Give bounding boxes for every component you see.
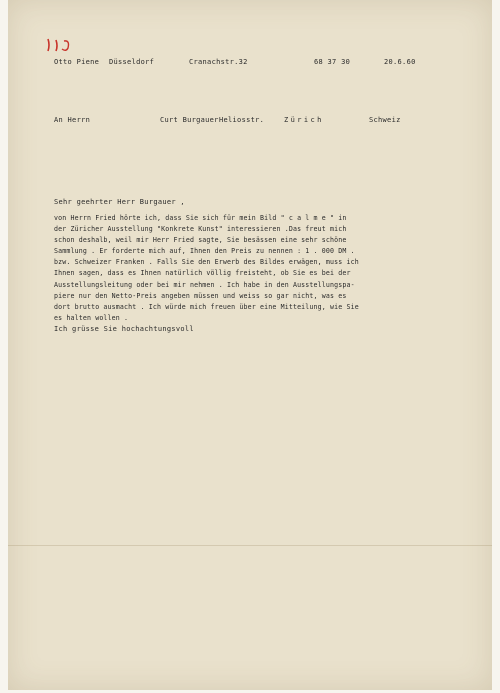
letter-date: 20.6.60 — [384, 58, 416, 66]
body-line: Sammlung . Er forderte mich auf, Ihnen den Preis zu nennen : 1 . 000 DM . — [54, 247, 355, 256]
letter-page — [8, 0, 492, 690]
body-line: bzw. Schweizer Franken . Falls Sie den Erwerb des Bildes erwägen, muss ich — [54, 258, 359, 267]
body-line: schon deshalb, weil mir Herr Fried sagte, Sie besässen eine sehr schöne — [54, 236, 347, 245]
sender-name: Otto Piene — [54, 58, 100, 66]
recipient-street: Heliosstr. — [219, 116, 265, 124]
sender-phone: 68 37 30 — [314, 58, 351, 66]
letter-body — [54, 213, 474, 324]
recipient-country: Schweiz — [369, 116, 401, 124]
body-line: von Herrn Fried hörte ich, dass Sie sich für mein Bild " c a l m e " in — [54, 214, 347, 222]
body-line: der Züricher Ausstellung "Konkrete Kunst" interessieren .Das freut mich — [54, 225, 347, 234]
closing-line: Ich grüsse Sie hochachtungsvoll — [54, 325, 194, 333]
body-line: Ihnen sagen, dass es Ihnen natürlich völlig freisteht, ob Sie es bei der — [54, 269, 351, 278]
body-line: es halten wollen . — [54, 313, 129, 322]
sender-street: Cranachstr.32 — [189, 58, 248, 66]
salutation: Sehr geehrter Herr Burgauer , — [54, 198, 185, 206]
recipient-name: Curt Burgauer — [160, 116, 219, 124]
body-line: dort brutto ausmacht . Ich würde mich freuen über eine Mitteilung, wie Sie — [54, 302, 359, 311]
recipient-city: Zürich — [284, 116, 324, 124]
paper-fold-line — [8, 545, 492, 546]
recipient-prefix: An Herrn — [54, 116, 91, 124]
sender-city: Düsseldorf — [109, 58, 155, 66]
body-line: piere nur den Netto-Preis angeben müssen und weiss so gar nicht, was es — [54, 291, 347, 300]
body-line: Ausstellungsleitung oder bei mir nehmen . Ich habe in den Ausstellungspa- — [54, 280, 355, 289]
red-pencil-mark-icon — [44, 36, 84, 54]
